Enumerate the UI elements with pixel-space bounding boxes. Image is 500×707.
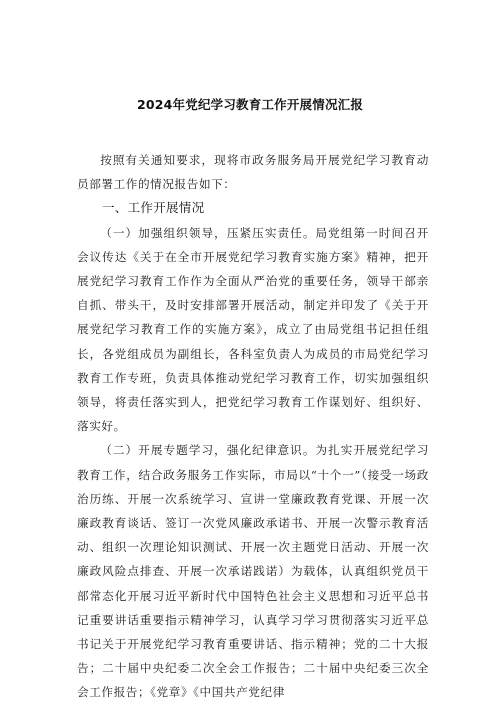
document-title: 2024年党纪学习教育工作开展情况汇报 [136, 97, 364, 112]
paragraph-organization: （一）加强组织领导，压紧压实责任。局党组第一时间召开会议传达《关于在全市开展党纪学习教育实施方案》精神，把开展党纪学习教育工作作为全面从严治党的重要任务，领导干部亲自抓、带头干，及时安排部署开展活动，制定并印发了《关于开展党纪学习教育工作的实施方案》，成立了由局党组书记担任组长，各党组成员为副组长，各科室负责人为成员的市局党纪学习教育工作专班，负责具体推动党纪学习教育工作，切实加强组织领导，将责任落实到人，把党纪学习教育工作谋划好、组织好、落实好。 [77, 225, 429, 434]
section-heading: 一、工作开展情况 [102, 200, 205, 216]
intro-paragraph: 按照有关通知要求，现将市政务服务局开展党纪学习教育动员部署工作的情况报告如下： [77, 153, 429, 192]
paragraph-study: （二）开展专题学习，强化纪律意识。为扎实开展党纪学习教育工作，结合政务服务工作实际，市局以“十个一”（接受一场政治历练、开展一次系统学习、宣讲一堂廉政教育党课、开展一次廉政教育谈话、签订一次党风廉政承诺书、开展一次警示教育活动、组织一次理论知识测试、开展一次主题党日活动、开展一次廉政风险点排查、开展一次承诺践诺）为载体，认真组织党员干部常态化开展习近平新时代中国特色社会主义思想和习近平总书记重要讲话重要指示精神学习，认真学习学习贯彻落实习近平总书记关于开展党纪学习教育重要讲话、指示精神；党的二十大报告；二十届中央纪委二次全会工作报告；二十届中央纪委三次全会工作报告；《党章》《中国共产党纪律 [77, 443, 429, 700]
document-body [77, 148, 429, 705]
